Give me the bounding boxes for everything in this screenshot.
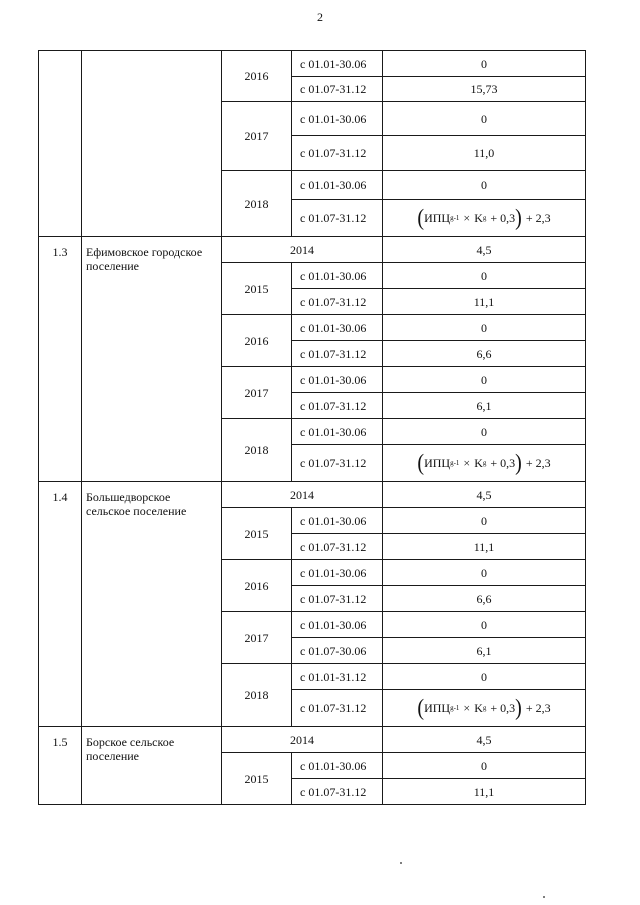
- formula-plus-const: + 0,3: [490, 701, 516, 715]
- year-cell: 2016: [222, 315, 292, 367]
- scan-speck: [543, 896, 545, 898]
- year-cell: 2015: [222, 753, 292, 805]
- table-row: [39, 727, 586, 753]
- year-cell: 2017: [222, 102, 292, 171]
- formula-k: K: [474, 211, 483, 225]
- value-cell: 6,1: [383, 393, 586, 419]
- tariff-formula: [417, 205, 551, 231]
- period-cell: с 01.01-30.06: [292, 753, 383, 779]
- year-cell: 2014: [222, 237, 383, 263]
- year-cell: 2018: [222, 171, 292, 237]
- year-cell: 2017: [222, 612, 292, 664]
- formula-tail: + 2,3: [525, 211, 551, 225]
- formula-times: ×: [463, 456, 471, 470]
- year-cell: 2015: [222, 263, 292, 315]
- formula-times: ×: [463, 211, 471, 225]
- period-cell: с 01.07-31.12: [292, 586, 383, 612]
- formula-open-paren: (: [417, 450, 425, 476]
- value-cell: 4,5: [383, 237, 586, 263]
- page-number: 2: [317, 10, 323, 24]
- formula-k-subscript: g: [482, 704, 487, 712]
- value-cell: 0: [383, 753, 586, 779]
- row-number: 1.4: [39, 482, 82, 727]
- period-cell: с 01.01-30.06: [292, 508, 383, 534]
- formula-k: K: [474, 456, 483, 470]
- tariff-formula: [417, 695, 551, 721]
- period-cell: с 01.07-31.12: [292, 289, 383, 315]
- tariff-table: [38, 50, 586, 805]
- year-cell: 2014: [222, 482, 383, 508]
- value-cell: 0: [383, 560, 586, 586]
- value-cell: 11,0: [383, 136, 586, 171]
- value-cell: 11,1: [383, 779, 586, 805]
- period-cell: с 01.07-31.12: [292, 200, 383, 237]
- row-number: 1.5: [39, 727, 82, 805]
- formula-tail: + 2,3: [525, 701, 551, 715]
- formula-k-subscript: g: [482, 214, 487, 222]
- period-cell: с 01.01-30.06: [292, 560, 383, 586]
- formula-close-paren: ): [515, 695, 522, 721]
- value-cell: [383, 445, 586, 482]
- period-cell: с 01.07-31.12: [292, 77, 383, 102]
- formula-close-paren: ): [515, 205, 522, 231]
- period-cell: с 01.07-31.12: [292, 779, 383, 805]
- period-cell: с 01.01-30.06: [292, 367, 383, 393]
- tariff-formula: [417, 450, 551, 476]
- period-cell: с 01.01-30.06: [292, 102, 383, 136]
- period-cell: с 01.07-30.06: [292, 638, 383, 664]
- settlement-name: [82, 51, 222, 237]
- value-cell: 0: [383, 315, 586, 341]
- value-cell: 4,5: [383, 727, 586, 753]
- value-cell: 4,5: [383, 482, 586, 508]
- year-cell: 2017: [222, 367, 292, 419]
- value-cell: 11,1: [383, 289, 586, 315]
- formula-plus-const: + 0,3: [490, 456, 516, 470]
- year-cell: 2016: [222, 560, 292, 612]
- value-cell: [383, 690, 586, 727]
- period-cell: с 01.01-30.06: [292, 419, 383, 445]
- value-cell: [383, 200, 586, 237]
- period-cell: с 01.01-30.06: [292, 51, 383, 77]
- value-cell: 0: [383, 263, 586, 289]
- formula-times: ×: [463, 701, 471, 715]
- formula-plus-const: + 0,3: [490, 211, 516, 225]
- year-cell: 2018: [222, 419, 292, 482]
- value-cell: 15,73: [383, 77, 586, 102]
- value-cell: 0: [383, 419, 586, 445]
- period-cell: с 01.01-30.06: [292, 612, 383, 638]
- formula-ipc-subscript: g-1: [450, 459, 460, 467]
- formula-open-paren: (: [417, 695, 425, 721]
- value-cell: 0: [383, 664, 586, 690]
- formula-ipc-subscript: g-1: [450, 704, 460, 712]
- period-cell: с 01.01-30.06: [292, 315, 383, 341]
- value-cell: 0: [383, 171, 586, 200]
- value-cell: 0: [383, 612, 586, 638]
- value-cell: 11,1: [383, 534, 586, 560]
- value-cell: 6,6: [383, 341, 586, 367]
- formula-tail: + 2,3: [525, 456, 551, 470]
- period-cell: с 01.01-30.06: [292, 171, 383, 200]
- table-row: [39, 51, 586, 77]
- year-cell: 2015: [222, 508, 292, 560]
- value-cell: 0: [383, 102, 586, 136]
- period-cell: с 01.01-31.12: [292, 664, 383, 690]
- formula-ipc: ИПЦ: [424, 456, 451, 470]
- settlement-name: Борское сельское поселение: [82, 727, 222, 805]
- settlement-name: Ефимовское городское поселение: [82, 237, 222, 482]
- formula-open-paren: (: [417, 205, 425, 231]
- period-cell: с 01.07-31.12: [292, 534, 383, 560]
- period-cell: с 01.01-30.06: [292, 263, 383, 289]
- formula-ipc: ИПЦ: [424, 701, 451, 715]
- settlement-name: Большедворское сельское поселение: [82, 482, 222, 727]
- formula-k-subscript: g: [482, 459, 487, 467]
- year-cell: 2014: [222, 727, 383, 753]
- value-cell: 6,1: [383, 638, 586, 664]
- formula-k: K: [474, 701, 483, 715]
- row-number: 1.3: [39, 237, 82, 482]
- period-cell: с 01.07-31.12: [292, 393, 383, 419]
- value-cell: 0: [383, 51, 586, 77]
- value-cell: 0: [383, 508, 586, 534]
- formula-ipc: ИПЦ: [424, 211, 451, 225]
- formula-ipc-subscript: g-1: [450, 214, 460, 222]
- year-cell: 2016: [222, 51, 292, 102]
- table-row: [39, 482, 586, 508]
- value-cell: 0: [383, 367, 586, 393]
- tariff-table-body: [39, 51, 586, 805]
- row-number: [39, 51, 82, 237]
- period-cell: с 01.07-31.12: [292, 690, 383, 727]
- formula-close-paren: ): [515, 450, 522, 476]
- period-cell: с 01.07-31.12: [292, 445, 383, 482]
- period-cell: с 01.07-31.12: [292, 341, 383, 367]
- value-cell: 6,6: [383, 586, 586, 612]
- table-row: [39, 237, 586, 263]
- scan-speck: [400, 862, 402, 864]
- period-cell: с 01.07-31.12: [292, 136, 383, 171]
- year-cell: 2018: [222, 664, 292, 727]
